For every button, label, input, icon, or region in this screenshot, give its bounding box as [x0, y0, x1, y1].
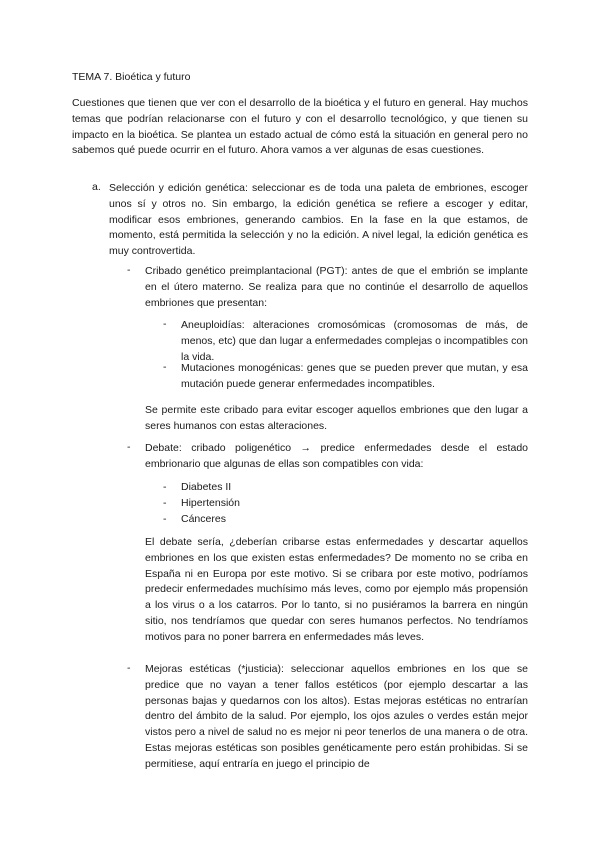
- item3-text: Mejoras estéticas (*justicia): seleccionar aquellos embriones en los que se predice que no vayan a tener fallos estéticos (por ejemplo descartar a las personas bajas y quedarnos con los altos). Estas mejoras estéticas no entrarían dentro del ámbito de la salud. Por ejemplo, los ojos azules o verdes están mejor vistos pero a nivel de salud no es mejor ni peor tenerlos de una manera o de otra. Estas mejoras estéticas son posibles genéticamente pero están prohibidas. Si se permitiese, aquí entraría en juego el principio de: [145, 663, 528, 770]
- item1-note: Se permite este cribado para evitar escoger aquellos embriones que den lugar a seres humanos con estas alteraciones.: [145, 404, 528, 432]
- section-a-text: Selección y edición genética: seleccionar es de toda una paleta de embriones, escoger unos sí y otros no. Sin embargo, la edición genética se refiere a escoger y editar, modificar esos embriones, generando cambios. En la fase en la que estamos, de momento, está permitida la selección y no la edición. A nivel legal, la edición genética es muy controvertida.: [109, 182, 528, 258]
- intro-paragraph: Cuestiones que tienen que ver con el desarrollo de la bioética y el futuro en general. Hay muchos temas que podrían relacionarse con el futuro y con el desarrollo tecnológico, y que tienen su impacto en la bioética. Se plantea un estado actual de cómo está la situación en general pero no sabemos qué puede ocurrir en el futuro. Ahora vamos a ver algunas de esas cuestiones.: [72, 97, 528, 157]
- item3-dash: -: [127, 662, 131, 674]
- item2-debate: El debate sería, ¿deberían cribarse estas enfermedades y descartar aquellos embriones en los que existen estas enfermedades? De momento no se criba en España ni en Europa por este motivo. Si se cribara por este motivo, podríamos predecir enfermedades muchísimo más leves, como por ejemplo más propensión a los virus o a los catarros. Por lo tanto, si no pusiéramos la barrera en ningún sitio, nos tendríamos que quedar con seres humanos perfectos. No tendríamos motivos para no poner barrera en enfermedades más leves.: [145, 536, 528, 643]
- item2-list-item: Hipertensión: [181, 497, 240, 509]
- item1-dash: -: [127, 264, 131, 276]
- item1-sub2-text: Mutaciones monogénicas: genes que se pueden prever que mutan, y esa mutación puede generar enfermedades incompatibles.: [181, 362, 528, 390]
- item2-list-dash-1: -: [163, 481, 167, 493]
- item1-sub1-dash: -: [163, 318, 167, 330]
- item2-text: Debate: cribado poligenético → predice enfermedades desde el estado embrionario que algunas de ellas son compatibles con vida:: [145, 442, 528, 470]
- document-title: TEMA 7. Bioética y futuro: [72, 71, 191, 83]
- section-a-marker: a.: [92, 181, 101, 193]
- item2-list-item: Cánceres: [181, 513, 226, 525]
- item2-list-item: Diabetes II: [181, 481, 232, 493]
- item1-sub2-dash: -: [163, 361, 167, 373]
- item1-sub1-text: Aneuploidías: alteraciones cromosómicas (cromosomas de más, de menos, etc) que dan lugar a enfermedades complejas o incompatibles con la vida.: [181, 319, 528, 363]
- item1-text: Cribado genético preimplantacional (PGT): antes de que el embrión se implante en el útero materno. Se realiza para que no continúe el desarrollo de aquellos embriones que presentan:: [145, 265, 528, 309]
- item2-dash: -: [127, 441, 131, 453]
- item2-list-dash-2: -: [163, 497, 167, 509]
- item2-list-dash-3: -: [163, 513, 167, 525]
